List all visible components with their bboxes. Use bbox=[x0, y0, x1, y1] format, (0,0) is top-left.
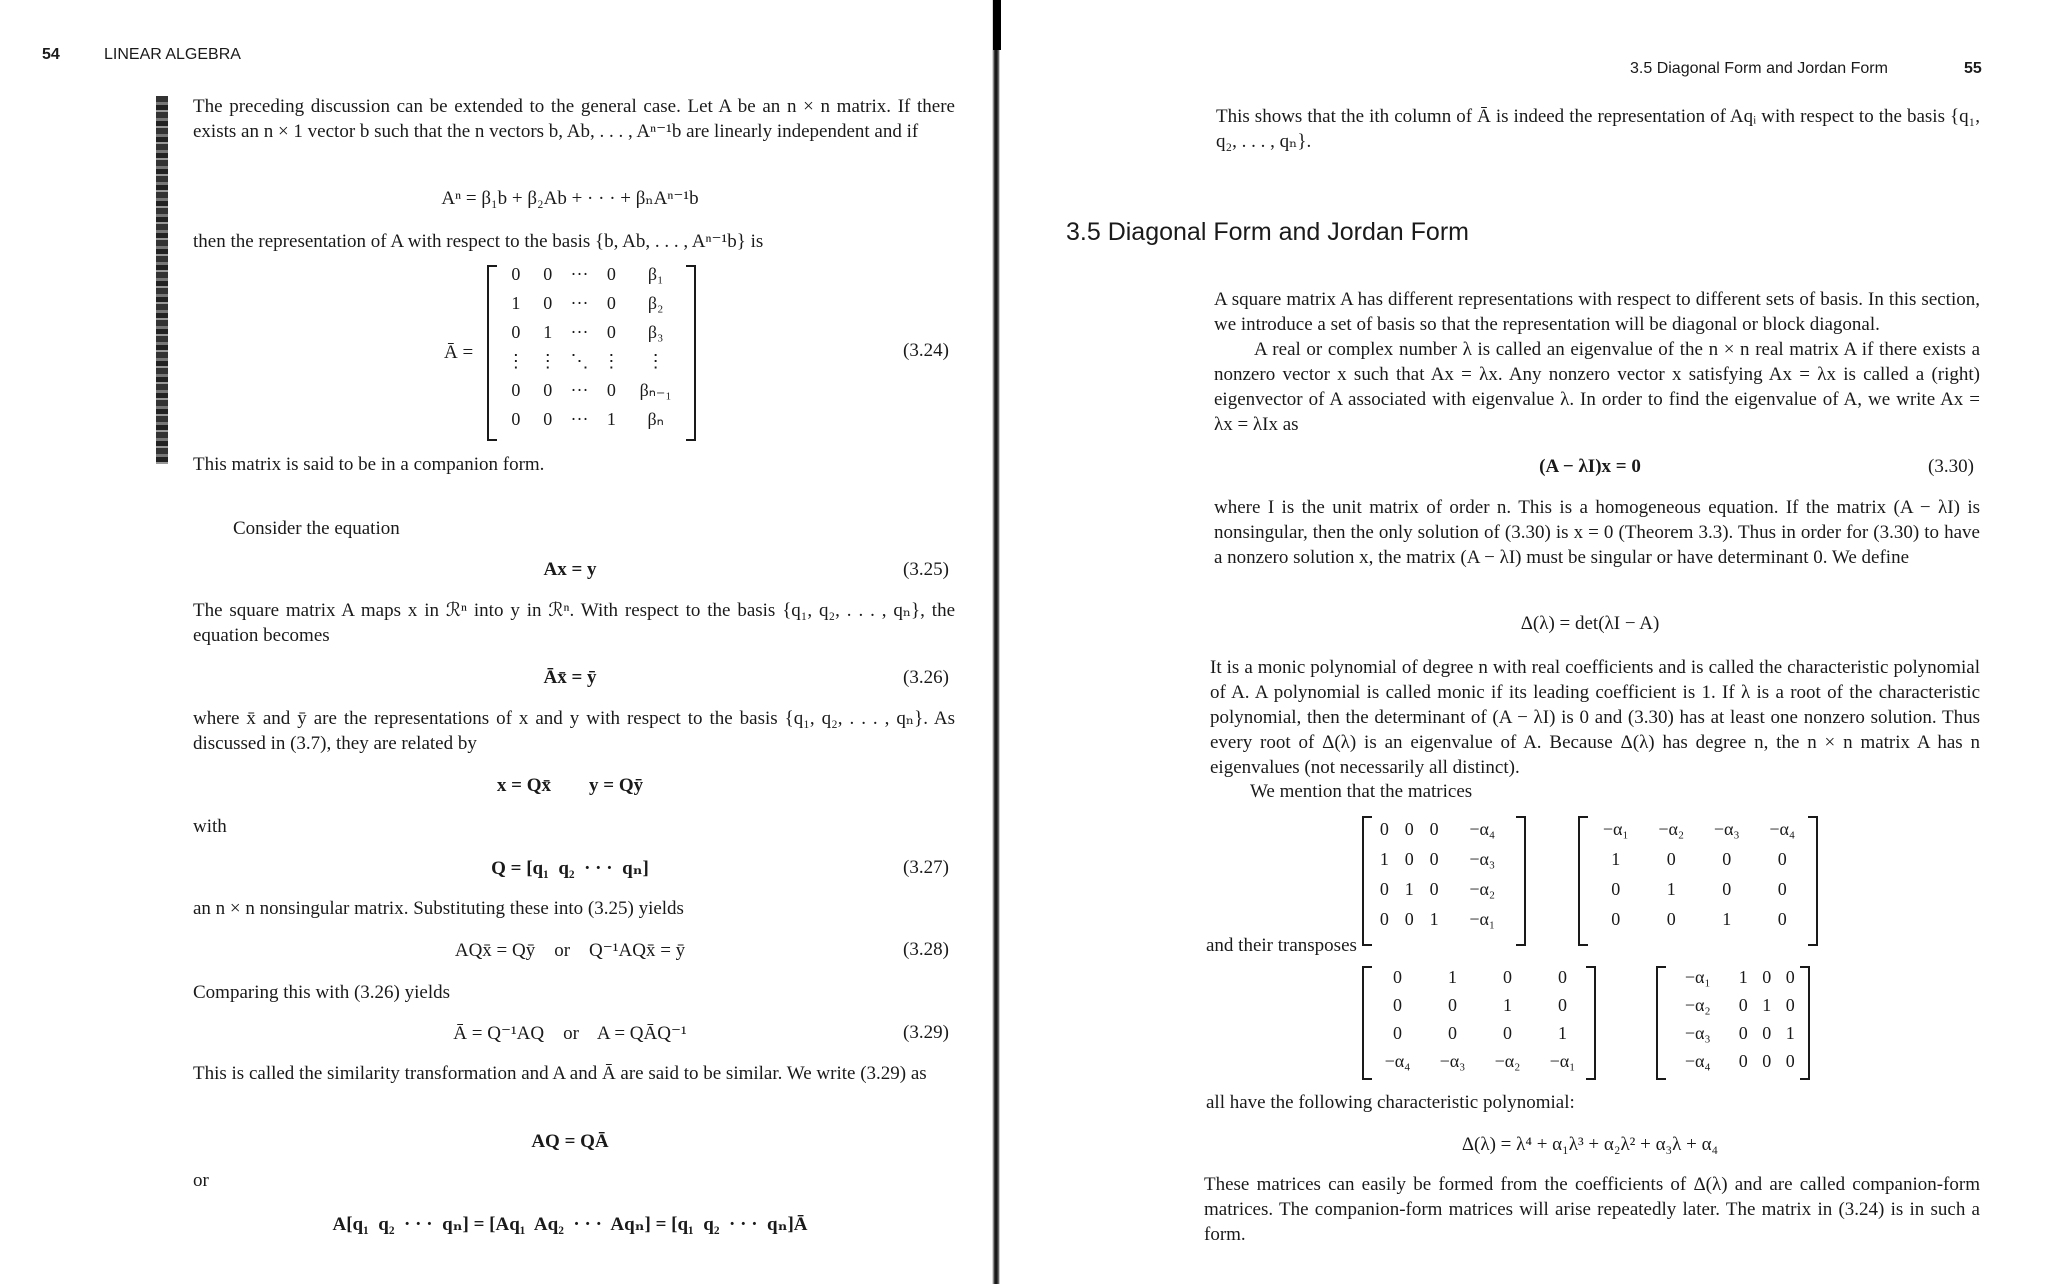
matrix-cell: 0 bbox=[511, 322, 521, 342]
matrix-cell: 0 bbox=[511, 409, 521, 429]
matrix-cell: 0 bbox=[1785, 1050, 1795, 1071]
matrix-cell: 1 bbox=[511, 293, 521, 313]
matrix2-bracket-left bbox=[1578, 816, 1588, 946]
matrix-cell: −α₄ bbox=[1469, 818, 1496, 839]
matrix-row bbox=[1370, 991, 1590, 1019]
companion-matrix-4 bbox=[1664, 963, 1802, 1075]
companion-matrix-3 bbox=[1370, 963, 1590, 1075]
matrix-cell: 0 bbox=[606, 322, 616, 342]
matrix-row bbox=[1370, 1019, 1590, 1047]
matrix-cell: 0 bbox=[1762, 1022, 1772, 1043]
transposes-text: and their transposes bbox=[1206, 935, 1357, 956]
eqno-326: (3.26) bbox=[903, 667, 949, 688]
eqno-330: (3.30) bbox=[1928, 456, 1974, 477]
right-para-1: This shows that the ith column of Ā is indeed the representation of Aqᵢ with respect to the basis {q₁, q₂, . . . , qₙ}. bbox=[1216, 106, 1980, 152]
matrix-cell: −α₃ bbox=[1713, 818, 1740, 839]
consider-text: Consider the equation bbox=[233, 518, 400, 539]
equation-xq: x = Qx̄ y = Qȳ bbox=[496, 775, 644, 796]
matrix-cell: 0 bbox=[1393, 994, 1402, 1015]
matrix-cell: 0 bbox=[543, 409, 553, 429]
matrix-cell: −α₁ bbox=[1684, 966, 1711, 987]
matrix1-bracket-left bbox=[1362, 816, 1372, 946]
book-spine bbox=[992, 0, 1000, 1284]
matrix-row bbox=[1664, 1047, 1802, 1075]
matrix-cell: −α₄ bbox=[1684, 1050, 1711, 1071]
matrix-cell: 0 bbox=[1503, 966, 1512, 987]
matrix-cell: 0 bbox=[606, 380, 616, 400]
matrix-cell: 0 bbox=[1379, 878, 1389, 899]
matrix-cell: 0 bbox=[1404, 848, 1414, 869]
matrix-cell: ··· bbox=[570, 380, 589, 400]
matrix-cell: −α₃ bbox=[1469, 848, 1496, 869]
matrix-cell: 0 bbox=[1393, 1022, 1402, 1043]
eqno-329: (3.29) bbox=[903, 1022, 949, 1043]
matrix-cell: 0 bbox=[1503, 1022, 1512, 1043]
companion-sentence-text: This matrix is said to be in a companion form. bbox=[193, 454, 545, 475]
matrix-cell: 0 bbox=[1762, 966, 1772, 987]
matrix-cell: 0 bbox=[1777, 878, 1787, 899]
equation-329: Ā = Q⁻¹AQ or A = QĀQ⁻¹ bbox=[453, 1023, 687, 1044]
right-para-2: A square matrix A has different representations with respect to different sets of basis. In this section, we introduce a set of basis so that the representation will be diagonal or block diagonal. bbox=[1214, 289, 1980, 335]
matrix-cell: −α₂ bbox=[1684, 994, 1711, 1015]
matrix-cell: 0 bbox=[1738, 1050, 1748, 1071]
matrix-cell: −α₁ bbox=[1602, 818, 1629, 839]
matrix-bracket-right bbox=[686, 265, 696, 441]
matrix-cell: 1 bbox=[1558, 1022, 1567, 1043]
right-running-head: 3.5 Diagonal Form and Jordan Form bbox=[1630, 60, 1888, 77]
matrix-row bbox=[1370, 963, 1590, 991]
matrix-cell: 0 bbox=[1785, 966, 1795, 987]
companion-sentence bbox=[193, 452, 544, 477]
book-spine-top bbox=[993, 0, 1001, 50]
matrix-row bbox=[1664, 991, 1802, 1019]
matrix-cell: 0 bbox=[511, 264, 521, 284]
matrix-row bbox=[500, 347, 684, 376]
matrix-cell: ⋮ bbox=[602, 351, 621, 371]
matrix-cell: 0 bbox=[543, 380, 553, 400]
matrix-bracket-left bbox=[487, 265, 497, 441]
matrix-cell: 0 bbox=[1785, 994, 1795, 1015]
matrix-cell: 1 bbox=[1404, 878, 1414, 899]
matrix-row bbox=[1664, 963, 1802, 991]
matrix-cell: 1 bbox=[1379, 848, 1389, 869]
equation-poly: Δ(λ) = λ⁴ + α₁λ³ + α₂λ² + α₃λ + α₄ bbox=[1461, 1134, 1719, 1155]
eqno-325: (3.25) bbox=[903, 559, 949, 580]
left-para-4: where x̄ and ȳ are the representations of x and y with respect to the basis {q₁, q₂, . . . , qₙ}. As discussed in (3.7), they are related by bbox=[193, 708, 955, 754]
matrix-cell: −α₃ bbox=[1439, 1050, 1466, 1071]
abar-label: Ā = bbox=[444, 342, 474, 363]
matrix-row bbox=[500, 376, 684, 405]
companion-matrix-1 bbox=[1372, 814, 1518, 934]
matrix-cell: 0 bbox=[1666, 848, 1676, 869]
matrix-cell: 1 bbox=[1611, 848, 1621, 869]
matrix-cell: 1 bbox=[1666, 878, 1676, 899]
section-title: 3.5 Diagonal Form and Jordan Form bbox=[1066, 218, 1469, 246]
matrix-cell: 1 bbox=[1785, 1022, 1795, 1043]
matrix-cell: 0 bbox=[1429, 848, 1439, 869]
right-para-5: It is a monic polynomial of degree n with real coefficients and is called the characteristic polynomial of A. A polynomial is called monic if its leading coefficient is 1. If λ is a root of the characteristic polynomial, then the determinant of (A − λI) is 0 and (3.30) has at least one nonzero solution. Thus every root of Δ(λ) is an eigenvalue of A. Because Δ(λ) has degree n, the n × n matrix A has n eigenvalues (not necessarily all distinct). bbox=[1210, 657, 1980, 778]
equation-327: Q = [q₁ q₂ · · · qₙ] bbox=[491, 858, 649, 879]
matrix-cell: −α₂ bbox=[1658, 818, 1685, 839]
matrix-cell: −α₂ bbox=[1494, 1050, 1521, 1071]
equation-328: AQx̄ = Qȳ or Q⁻¹AQx̄ = ȳ bbox=[454, 940, 686, 961]
matrix-cell: β₂ bbox=[647, 293, 664, 313]
matrix-cell: 0 bbox=[1448, 1022, 1457, 1043]
right-para-3: A real or complex number λ is called an eigenvalue of the n × n real matrix A if there exists a nonzero vector x such that Ax = λx. Any nonzero vector x satisfying Ax = λx is called a (right) eigenvector of A associated with eigenvalue λ. In order to find the eigenvalue of A, we write Ax = λx = λIx as bbox=[1214, 339, 1980, 435]
matrix-cell: ⋱ bbox=[570, 351, 589, 371]
left-para-1: The preceding discussion can be extended to the general case. Let A be an n × n matrix. If there exists an n × 1 vector b such that the n vectors b, Ab, . . . , Aⁿ⁻¹b are linearly independent and if bbox=[193, 96, 955, 142]
matrix-cell: 0 bbox=[606, 293, 616, 313]
matrix-row bbox=[500, 260, 684, 289]
matrix-cell: 0 bbox=[1738, 994, 1748, 1015]
matrix-cell: 1 bbox=[1503, 994, 1512, 1015]
right-para-7: all have the following characteristic polynomial: bbox=[1206, 1092, 1575, 1113]
comparing-text: Comparing this with (3.26) yields bbox=[193, 982, 451, 1003]
matrix-cell: 0 bbox=[1666, 908, 1676, 929]
left-para-6: This is called the similarity transformation and A and Ā are said to be similar. We write (3.29) as bbox=[193, 1063, 927, 1084]
left-para-5: an n × n nonsingular matrix. Substituting these into (3.25) yields bbox=[193, 898, 684, 919]
matrix-cell: 0 bbox=[1611, 908, 1621, 929]
matrix-row bbox=[1372, 874, 1518, 904]
matrix-cell: −α₃ bbox=[1684, 1022, 1711, 1043]
matrix-cell: −α₁ bbox=[1549, 1050, 1576, 1071]
matrix-row bbox=[1588, 874, 1810, 904]
matrix-cell: β₁ bbox=[647, 264, 664, 284]
matrix-cell: 0 bbox=[543, 264, 553, 284]
matrix-row bbox=[500, 405, 684, 434]
matrix-cell: 0 bbox=[1379, 818, 1389, 839]
or-text: or bbox=[193, 1170, 209, 1191]
matrix-cell: 0 bbox=[1762, 1050, 1772, 1071]
matrix-cell: ⋮ bbox=[538, 351, 557, 371]
matrix-cell: 0 bbox=[1558, 966, 1567, 987]
matrix-cell: βₙ bbox=[647, 409, 664, 429]
matrix-cell: 1 bbox=[1738, 966, 1748, 987]
matrix-cell: 1 bbox=[1722, 908, 1732, 929]
matrix-cell: ··· bbox=[570, 264, 589, 284]
with-text: with bbox=[193, 816, 227, 837]
matrix-cell: 0 bbox=[1404, 908, 1414, 929]
equation-delta: Δ(λ) = det(λI − A) bbox=[1520, 613, 1660, 634]
matrix-row bbox=[1370, 1047, 1590, 1075]
matrix-cell: 0 bbox=[1393, 966, 1402, 987]
matrix-cell: ⋮ bbox=[506, 351, 525, 371]
matrix-cell: 1 bbox=[1429, 908, 1439, 929]
matrix-cell: 1 bbox=[543, 322, 553, 342]
right-para-4: where I is the unit matrix of order n. This is a homogeneous equation. If the matrix (A − λI) is nonsingular, then the only solution of (3.30) is x = 0 (Theorem 3.3). Thus in order for (3.30) to have a nonzero solution x, the matrix (A − λI) must be singular or have determinant 0. We define bbox=[1214, 497, 1980, 568]
matrix-cell: β₃ bbox=[647, 322, 664, 342]
left-running-head: LINEAR ALGEBRA bbox=[104, 46, 241, 63]
matrix-row bbox=[1588, 844, 1810, 874]
matrix-cell: 0 bbox=[1379, 908, 1389, 929]
matrix-cell: ⋮ bbox=[646, 351, 665, 371]
companion-matrix bbox=[500, 260, 684, 434]
equation-an: Aⁿ = β₁b + β₂Ab + · · · + βₙAⁿ⁻¹b bbox=[441, 188, 699, 209]
left-page-number: 54 bbox=[42, 46, 60, 63]
matrix-cell: 0 bbox=[1429, 878, 1439, 899]
equation-325: Ax = y bbox=[543, 559, 597, 580]
equation-330: (A − λI)x = 0 bbox=[1539, 456, 1641, 477]
matrix-cell: −α₄ bbox=[1769, 818, 1796, 839]
matrix-cell: 0 bbox=[1777, 908, 1787, 929]
equation-aq: AQ = QĀ bbox=[531, 1131, 609, 1152]
matrix-row bbox=[500, 289, 684, 318]
matrix-row bbox=[1588, 904, 1810, 934]
equation-326: Āx̄ = ȳ bbox=[543, 667, 597, 688]
right-para-8: These matrices can easily be formed from the coefficients of Δ(λ) and are called companion-form matrices. The companion-form matrices will arise repeatedly later. The matrix in (3.24) is in such a form. bbox=[1204, 1174, 1980, 1245]
matrix-cell: 1 bbox=[606, 409, 616, 429]
matrix-cell: ··· bbox=[570, 293, 589, 313]
matrix-cell: 0 bbox=[1738, 1022, 1748, 1043]
eqno-327: (3.27) bbox=[903, 857, 949, 878]
matrix-row bbox=[1372, 814, 1518, 844]
matrix-row bbox=[1372, 904, 1518, 934]
revision-bar bbox=[156, 96, 168, 464]
matrix-cell: −α₁ bbox=[1469, 908, 1496, 929]
matrix-row bbox=[1664, 1019, 1802, 1047]
matrix-cell: 0 bbox=[511, 380, 521, 400]
matrix-cell: ··· bbox=[570, 322, 589, 342]
matrix-cell: 0 bbox=[1777, 848, 1787, 869]
left-para-3: The square matrix A maps x in ℛⁿ into y in ℛⁿ. With respect to the basis {q₁, q₂, . . . , qₙ}, the equation becomes bbox=[193, 600, 955, 646]
matrix-row bbox=[1372, 844, 1518, 874]
matrix-cell: ··· bbox=[570, 409, 589, 429]
right-para-6: We mention that the matrices bbox=[1250, 781, 1473, 802]
matrix-cell: 0 bbox=[1611, 878, 1621, 899]
matrix-cell: 0 bbox=[1722, 848, 1732, 869]
companion-matrix-2 bbox=[1588, 814, 1810, 934]
matrix-cell: βₙ₋₁ bbox=[639, 380, 672, 400]
matrix-cell: 0 bbox=[1404, 818, 1414, 839]
matrix-row bbox=[500, 318, 684, 347]
eqno-324: (3.24) bbox=[903, 340, 949, 361]
matrix-cell: 1 bbox=[1762, 994, 1772, 1015]
matrix-cell: 0 bbox=[543, 293, 553, 313]
matrix-cell: 0 bbox=[1558, 994, 1567, 1015]
eqno-328: (3.28) bbox=[903, 939, 949, 960]
matrix-cell: 0 bbox=[1722, 878, 1732, 899]
matrix-cell: 0 bbox=[1448, 994, 1457, 1015]
matrix-cell: 0 bbox=[606, 264, 616, 284]
right-page-number: 55 bbox=[1964, 60, 1982, 77]
matrix-cell: 1 bbox=[1448, 966, 1457, 987]
matrix-cell: 0 bbox=[1429, 818, 1439, 839]
matrix-row bbox=[1588, 814, 1810, 844]
equation-last: A[q₁ q₂ · · · qₙ] = [Aq₁ Aq₂ · · · Aqₙ] = [q₁ q₂ · · · qₙ]Ā bbox=[332, 1214, 808, 1235]
matrix-cell: −α₄ bbox=[1384, 1050, 1411, 1071]
matrix-cell: −α₂ bbox=[1469, 878, 1496, 899]
left-para-2: then the representation of A with respect to the basis {b, Ab, . . . , Aⁿ⁻¹b} is bbox=[193, 231, 764, 252]
